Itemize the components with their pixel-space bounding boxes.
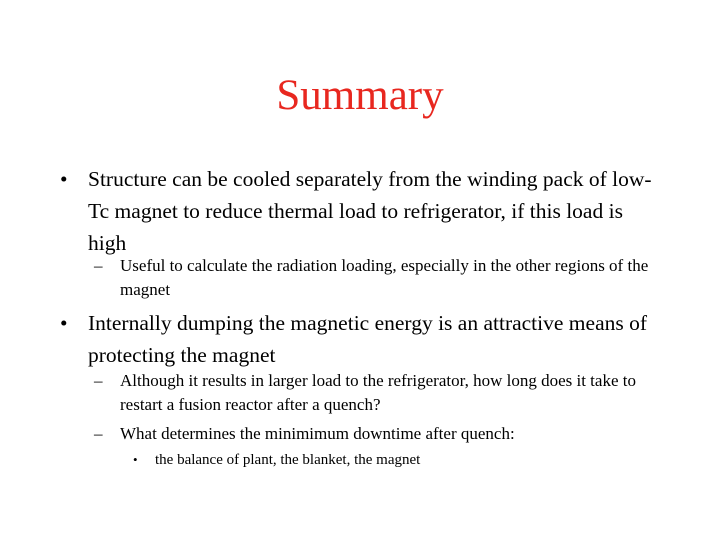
subsubitem-marker: • [133, 452, 138, 467]
subitem-text: Useful to calculate the radiation loading, especially in the other regions of the magnet [120, 256, 649, 299]
slide-title: Summary [276, 72, 444, 119]
subitem-marker: – [94, 424, 103, 443]
bullet-text: Structure can be cooled separately from the winding pack of low-Tc magnet to reduce thermal load to refrigerator, if this load is high [88, 167, 652, 255]
bullet-2-subitem-2-subsubitem-1 [133, 450, 655, 470]
subitem-text: What determines the minimimum downtime after quench: [120, 424, 515, 443]
bullet-2-subitem-1 [94, 369, 665, 417]
subitem-marker: – [94, 371, 103, 390]
bullet-1-subitem-1 [94, 254, 660, 302]
bullet-2-subitem-2 [94, 422, 680, 446]
bullet-marker: • [60, 311, 68, 335]
subitem-marker: – [94, 256, 103, 275]
subsubitem-text: the balance of plant, the blanket, the magnet [155, 452, 421, 468]
bullet-2 [60, 307, 658, 371]
bullet-marker: • [60, 167, 68, 191]
bullet-1 [60, 163, 658, 259]
subitem-text: Although it results in larger load to the refrigerator, how long does it take to restart a fusion reactor after a quench? [120, 371, 636, 414]
bullet-text: Internally dumping the magnetic energy is an attractive means of protecting the magnet [88, 311, 648, 367]
